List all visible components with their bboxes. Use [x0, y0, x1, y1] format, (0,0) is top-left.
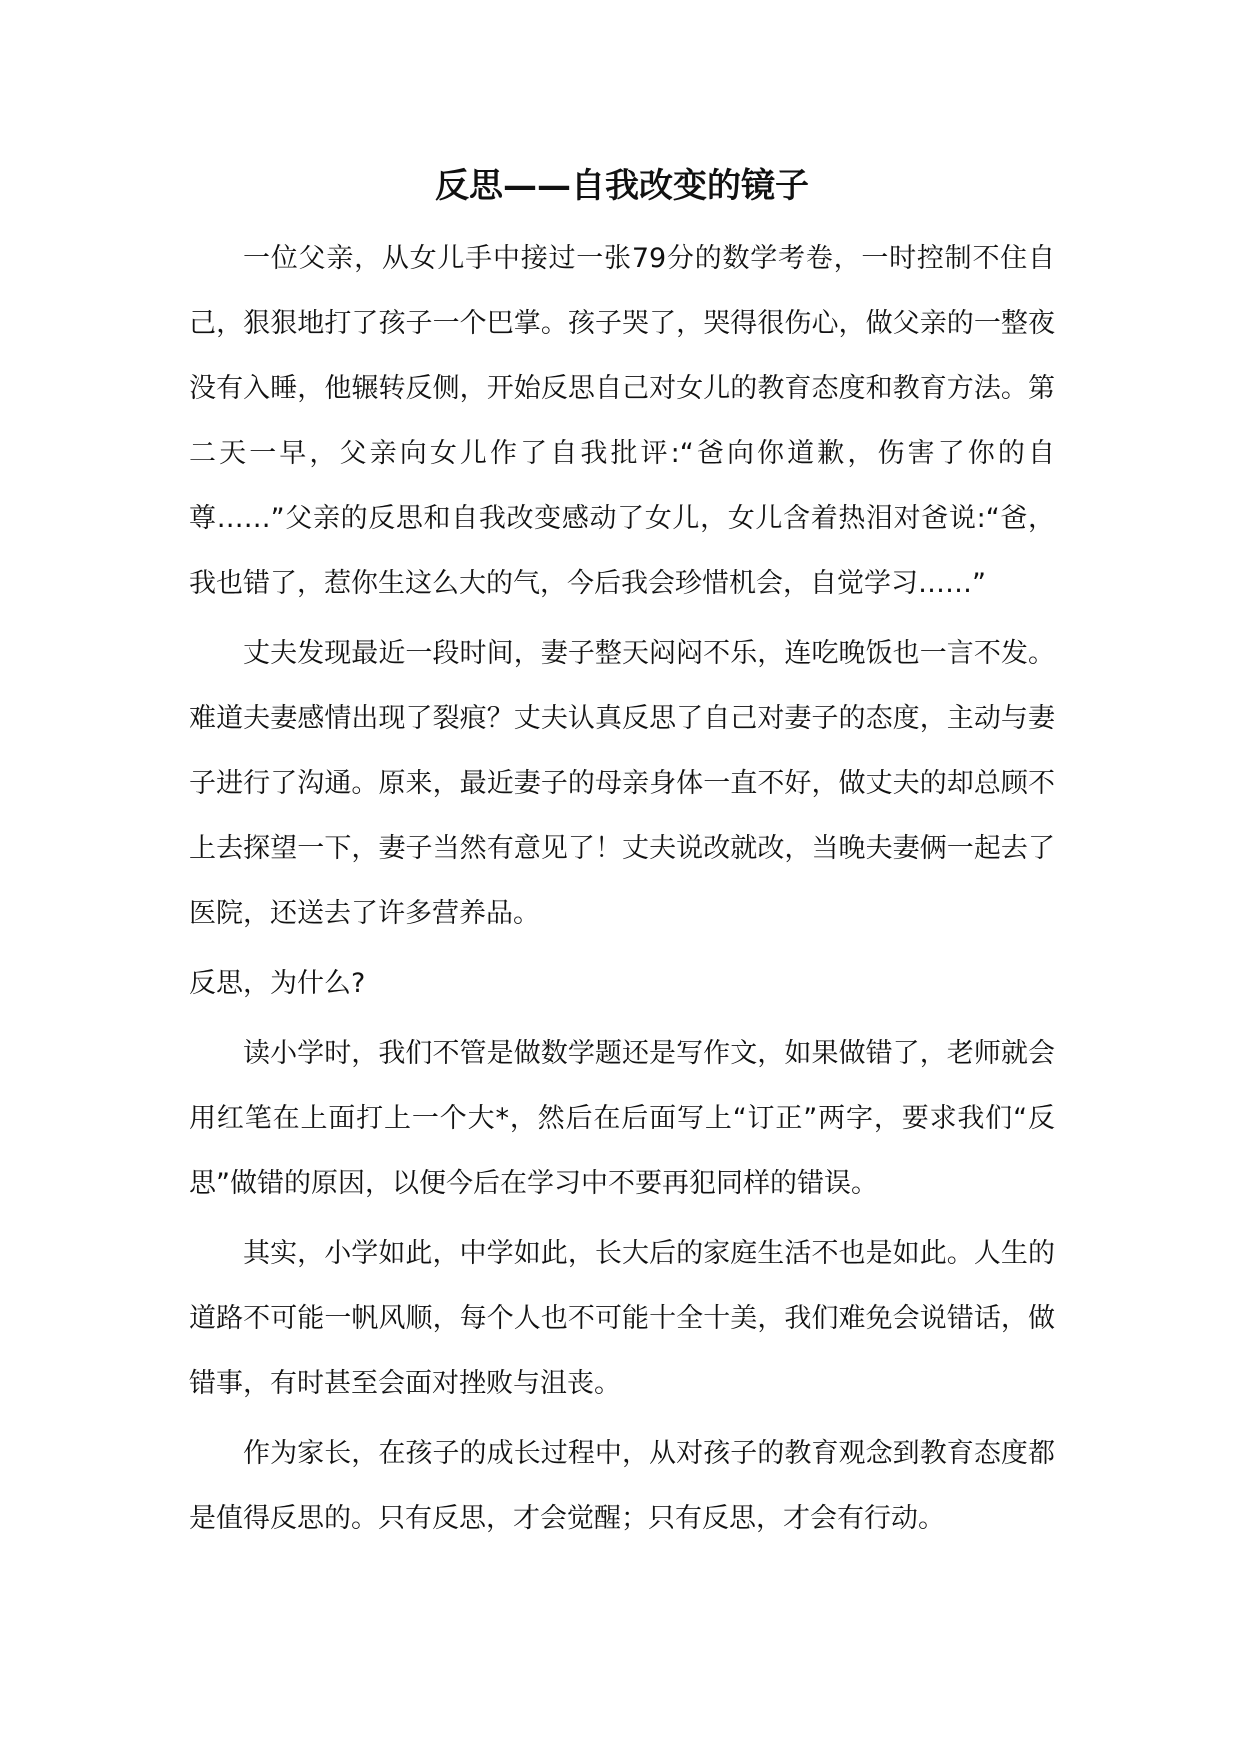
- paragraph-life-path: 其实，小学如此，中学如此，长大后的家庭生活不也是如此。人生的道路不可能一帆风顺，每个人也不可能十全十美，我们难免会说错话，做错事，有时甚至会面对挫败与沮丧。: [189, 1238, 1055, 1399]
- document-page: [189, 160, 1055, 1556]
- paragraph-father-story: 一位父亲，从女儿手中接过一张79分的数学考卷，一时控制不住自己，狠狠地打了孩子一个巴掌。孩子哭了，哭得很伤心，做父亲的一整夜没有入睡，他辗转反侧，开始反思自己对女儿的教育态度和教育方法。第二天一早，父亲向女儿作了自我批评:“爸向你道歉，伤害了你的自尊……”父亲的反思和自我改变感动了女儿，女儿含着热泪对爸说:“爸，我也错了，惹你生这么大的气，今后我会珍惜机会，自觉学习……”: [189, 243, 1055, 599]
- section-heading-why: 反思，为什么?: [189, 968, 366, 999]
- paragraph-parents-reflection: 作为家长，在孩子的成长过程中，从对孩子的教育观念到教育态度都是值得反思的。只有反思，才会觉醒；只有反思，才会有行动。: [189, 1438, 1055, 1534]
- document-title: 反思——自我改变的镜子: [435, 166, 809, 206]
- paragraph-school-memory: 读小学时，我们不管是做数学题还是写作文，如果做错了，老师就会用红笔在上面打上一个大*，然后在后面写上“订正”两字，要求我们“反思”做错的原因，以便今后在学习中不要再犯同样的错误。: [189, 1038, 1055, 1199]
- paragraph-husband-story: 丈夫发现最近一段时间，妻子整天闷闷不乐，连吃晚饭也一言不发。难道夫妻感情出现了裂痕？丈夫认真反思了自己对妻子的态度，主动与妻子进行了沟通。原来，最近妻子的母亲身体一直不好，做丈夫的却总顾不上去探望一下，妻子当然有意见了！丈夫说改就改，当晚夫妻俩一起去了医院，还送去了许多营养品。: [189, 638, 1055, 929]
